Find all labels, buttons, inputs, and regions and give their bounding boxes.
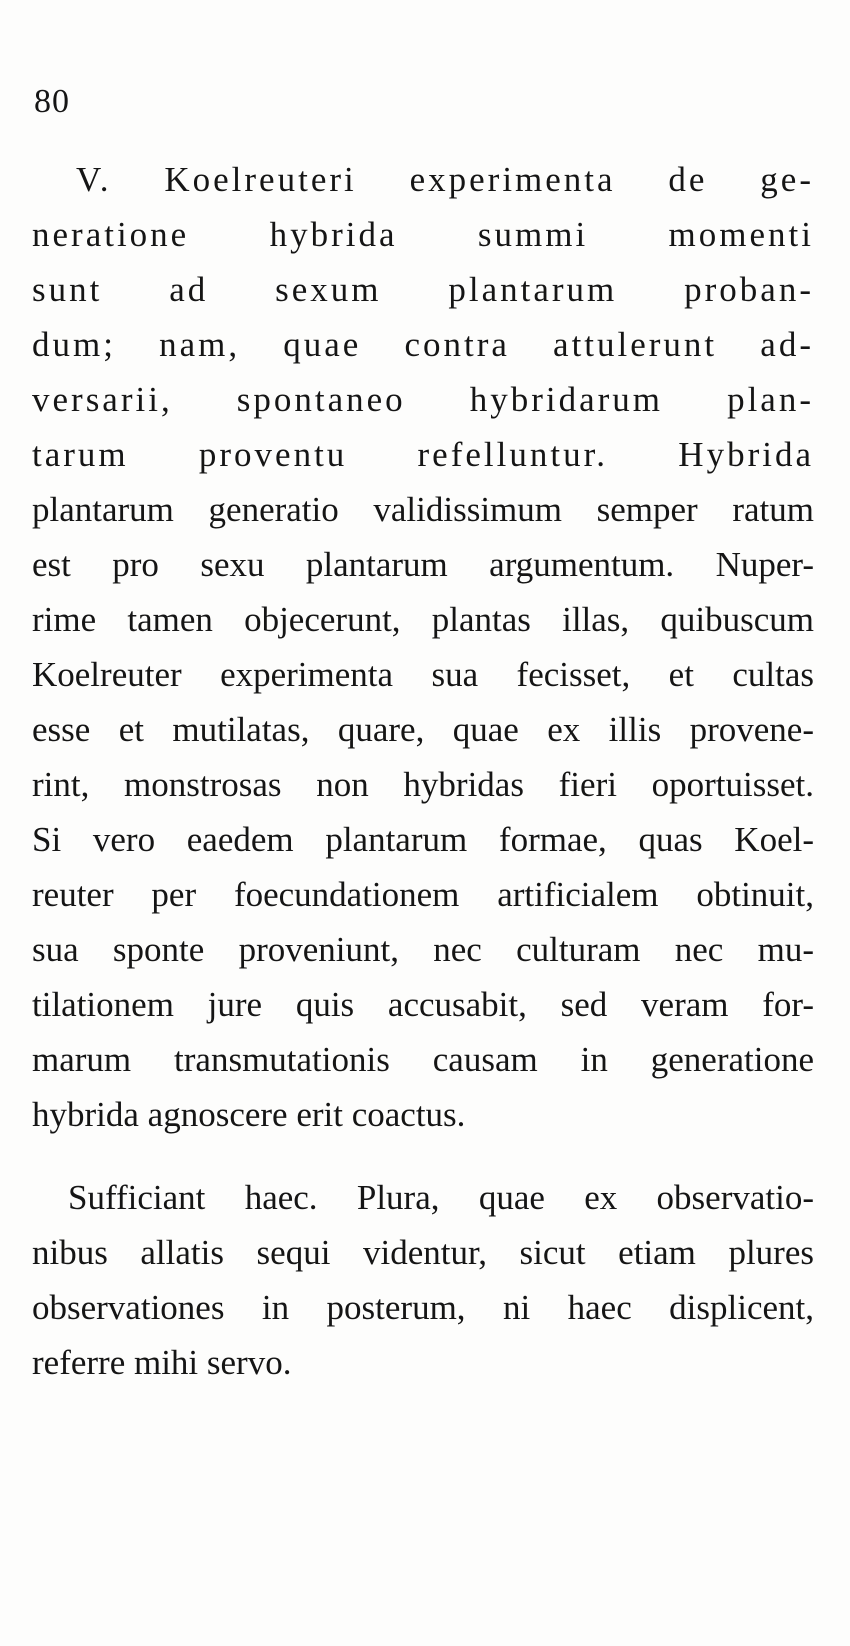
text-line: sunt ad sexum plantarum proban- [32, 270, 814, 309]
text-line: plantarum generatio validissimum semper ratum [32, 490, 814, 529]
text-line: neratione hybrida summi momenti [32, 215, 814, 254]
text-line: rint, monstrosas non hybridas fieri oportuisset. [32, 765, 814, 804]
paragraph-2 [32, 1170, 814, 1390]
text-line: referre mihi servo. [32, 1343, 292, 1382]
text-line: esse et mutilatas, quare, quae ex illis provene- [32, 710, 814, 749]
text-line: rime tamen objecerunt, plantas illas, quibuscum [32, 600, 814, 639]
text-line: reuter per foecundationem artificialem obtinuit, [32, 875, 814, 914]
paragraph-1 [32, 152, 814, 1142]
text-line: est pro sexu plantarum argumentum. Nuper- [32, 545, 814, 584]
text-line: nibus allatis sequi videntur, sicut etiam plures [32, 1233, 814, 1272]
text-line: Koelreuter experimenta sua fecisset, et cultas [32, 655, 814, 694]
text-line: sua sponte proveniunt, nec culturam nec mu- [32, 930, 814, 969]
text-line: Si vero eaedem plantarum formae, quas Koel- [32, 820, 814, 859]
text-line: marum transmutationis causam in generatione [32, 1040, 814, 1079]
text-line: tarum proventu refelluntur. Hybrida [32, 435, 814, 474]
page-number: 80 [34, 83, 70, 120]
text-line: hybrida agnoscere erit coactus. [32, 1095, 466, 1134]
text-line: versarii, spontaneo hybridarum plan- [32, 380, 814, 419]
text-line: observationes in posterum, ni haec displicent, [32, 1288, 814, 1327]
text-line: V. Koelreuteri experimenta de ge- [76, 160, 814, 199]
text-line: Sufficiant haec. Plura, quae ex observatio- [68, 1178, 814, 1217]
text-line: tilationem jure quis accusabit, sed veram for- [32, 985, 814, 1024]
text-line: dum; nam, quae contra attulerunt ad- [32, 325, 814, 364]
